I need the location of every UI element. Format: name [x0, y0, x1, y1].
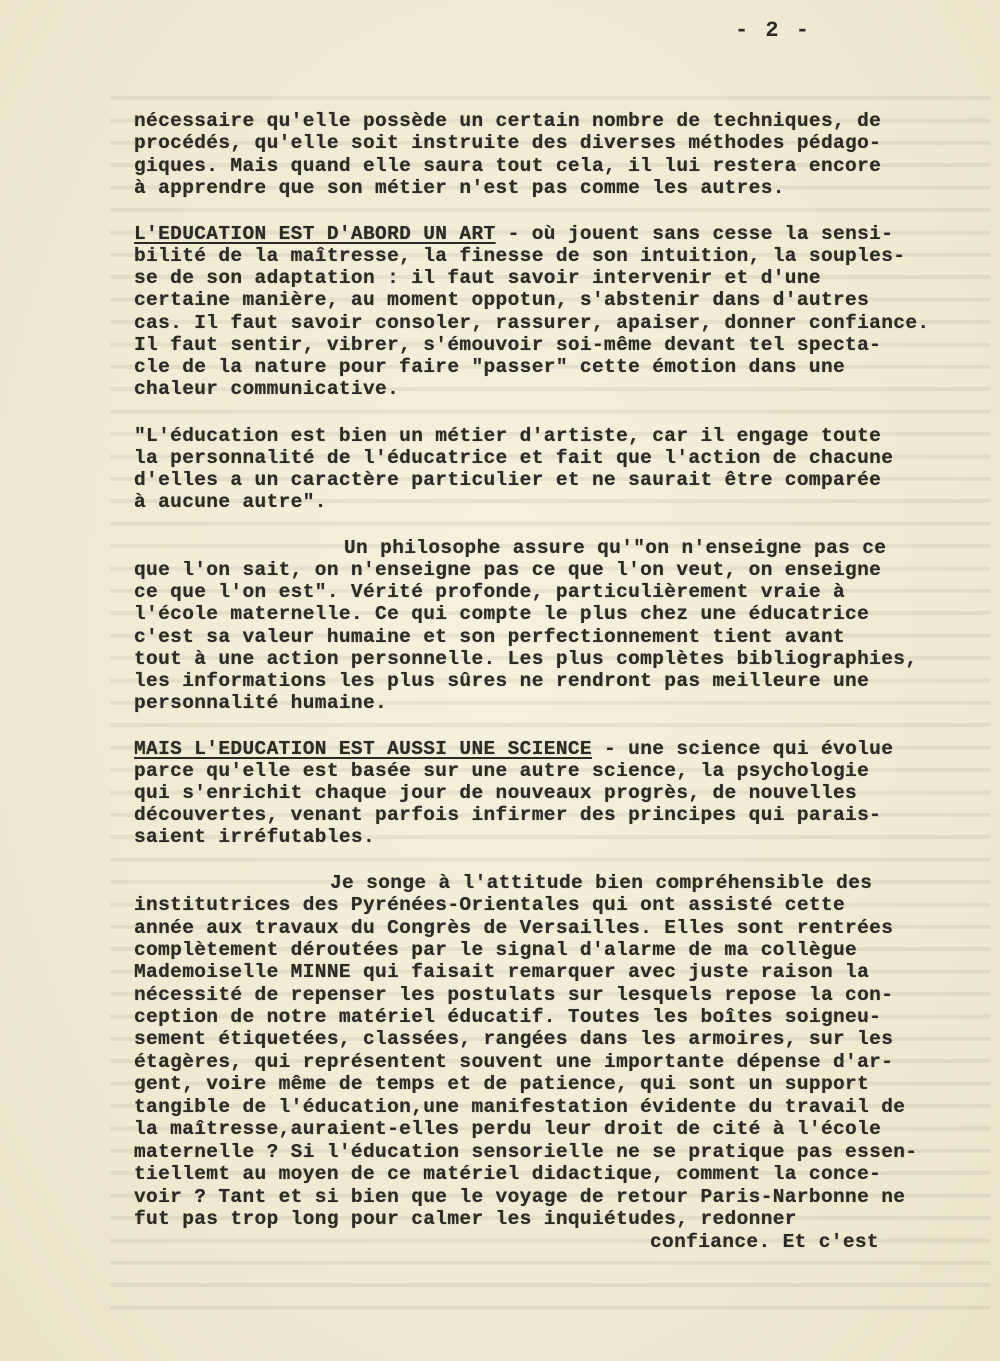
text-line: [134, 132, 881, 154]
text-line: [134, 581, 845, 603]
text-line: [134, 447, 893, 469]
text-line: [134, 804, 881, 826]
text-line: [134, 469, 881, 491]
text-line: [134, 110, 881, 132]
text-line: [134, 177, 785, 199]
text-segment: l'école maternelle. Ce qui compte le plus chez une éducatrice: [134, 603, 870, 625]
text-line: [134, 334, 881, 356]
text-segment: personnalité humaine.: [134, 692, 388, 714]
text-line: [134, 670, 869, 692]
text-line: [134, 1096, 905, 1118]
text-line: [134, 1208, 797, 1230]
text-segment: à aucune autre".: [134, 491, 327, 513]
text-line: [134, 1051, 893, 1073]
text-segment: cle de la nature pour faire "passer" cette émotion dans une: [134, 356, 846, 378]
text-line: [134, 1186, 905, 1208]
text-segment: bilité de la maîtresse, la finesse de son intuition, la souples-: [134, 245, 906, 267]
text-segment: sement étiquetées, classées, rangées dans les armoires, sur les: [134, 1028, 894, 1050]
text-segment: tangible de l'éducation,une manifestation évidente du travail de: [134, 1096, 906, 1118]
text-segment: fut pas trop long pour calmer les inquiétudes, redonner: [134, 1208, 797, 1230]
text-segment: la maîtresse,auraient-elles perdu leur droit de cité à l'école: [134, 1118, 882, 1140]
text-segment: d'elles a un caractère particulier et ne saurait être comparée: [134, 469, 882, 491]
text-line: [344, 537, 886, 559]
text-segment: se de son adaptation : il faut savoir intervenir et d'une: [134, 267, 821, 289]
text-line: [134, 692, 387, 714]
text-line: [134, 1118, 881, 1140]
text-line: [134, 984, 893, 1006]
text-segment: ception de notre matériel éducatif. Toutes les boîtes soigneu-: [134, 1006, 882, 1028]
section-heading: MAIS L'EDUCATION EST AUSSI UNE SCIENCE: [134, 738, 592, 760]
text-segment: voir ? Tant et si bien que le voyage de retour Paris-Narbonne ne: [134, 1186, 906, 1208]
text-segment: qui s'enrichit chaque jour de nouveaux progrès, de nouvelles: [134, 782, 858, 804]
text-line: [134, 760, 869, 782]
text-segment: - où jouent sans cesse la sensi-: [495, 223, 894, 245]
text-segment: complètement déroutées par le signal d'alarme de ma collègue: [134, 939, 858, 961]
text-segment: Je songe à l'attitude bien compréhensible des: [330, 872, 873, 894]
text-line: [134, 245, 905, 267]
text-segment: la personnalité de l'éducatrice et fait que l'action de chacune: [134, 447, 894, 469]
text-line: [134, 1073, 869, 1095]
text-line: [134, 559, 881, 581]
text-segment: Mademoiselle MINNE qui faisait remarquer avec juste raison la: [134, 961, 870, 983]
text-line: [134, 826, 375, 848]
text-line: [134, 289, 869, 311]
page-number: - 2 -: [735, 18, 812, 43]
text-segment: chaleur communicative.: [134, 378, 400, 400]
text-segment: certaine manière, au moment oppotun, s'abstenir dans d'autres: [134, 289, 870, 311]
text-segment: institutrices des Pyrénées-Orientales qui ont assisté cette: [134, 894, 846, 916]
text-line: [134, 782, 857, 804]
text-line: [134, 312, 929, 334]
text-line: [134, 491, 327, 513]
text-line: [134, 939, 857, 961]
text-line: [134, 1163, 881, 1185]
text-line: [134, 894, 845, 916]
text-line: [134, 223, 893, 245]
text-segment: maternelle ? Si l'éducation sensorielle ne se pratique pas essen-: [134, 1141, 918, 1163]
text-segment: tout à une action personnelle. Les plus complètes bibliographies,: [134, 648, 918, 670]
text-segment: giques. Mais quand elle saura tout cela, il lui restera encore: [134, 155, 882, 177]
text-segment: Un philosophe assure qu'"on n'enseigne pas ce: [344, 537, 887, 559]
text-line: [650, 1231, 879, 1253]
text-segment: découvertes, venant parfois infirmer des principes qui parais-: [134, 804, 882, 826]
section-heading: L'EDUCATION EST D'ABORD UN ART: [134, 223, 496, 245]
text-segment: étagères, qui représentent souvent une importante dépense d'ar-: [134, 1051, 894, 1073]
text-segment: les informations les plus sûres ne rendront pas meilleure une: [134, 670, 870, 692]
text-segment: à apprendre que son métier n'est pas comme les autres.: [134, 177, 785, 199]
text-line: [134, 378, 399, 400]
text-segment: année aux travaux du Congrès de Versailles. Elles sont rentrées: [134, 917, 894, 939]
text-line: [134, 648, 917, 670]
text-segment: cas. Il faut savoir consoler, rassurer, apaiser, donner confiance.: [134, 312, 930, 334]
text-segment: tiellemt au moyen de ce matériel didactique, comment la conce-: [134, 1163, 882, 1185]
text-line: [134, 1141, 917, 1163]
text-segment: nécessité de repenser les postulats sur lesquels repose la con-: [134, 984, 894, 1006]
text-line: [134, 961, 869, 983]
text-segment: c'est sa valeur humaine et son perfectionnement tient avant: [134, 626, 846, 648]
text-line: [134, 917, 893, 939]
text-line: [134, 626, 845, 648]
text-segment: Il faut sentir, vibrer, s'émouvoir soi-même devant tel specta-: [134, 334, 882, 356]
text-line: [330, 872, 872, 894]
text-line: [134, 738, 893, 760]
text-line: [134, 1006, 881, 1028]
text-segment: saient irréfutables.: [134, 826, 376, 848]
text-segment: "L'éducation est bien un métier d'artiste, car il engage toute: [134, 425, 882, 447]
text-line: [134, 425, 881, 447]
text-line: [134, 267, 821, 289]
text-line: [134, 1028, 893, 1050]
text-segment: confiance. Et c'est: [650, 1231, 879, 1253]
text-line: [134, 155, 881, 177]
text-line: [134, 356, 845, 378]
text-segment: procédés, qu'elle soit instruite des diverses méthodes pédago-: [134, 132, 882, 154]
text-segment: - une science qui évolue: [591, 738, 894, 760]
text-segment: ce que l'on est". Vérité profonde, particulièrement vraie à: [134, 581, 846, 603]
text-line: [134, 603, 869, 625]
text-segment: gent, voire même de temps et de patience, qui sont un support: [134, 1073, 870, 1095]
text-segment: que l'on sait, on n'enseigne pas ce que l'on veut, on enseigne: [134, 559, 882, 581]
text-segment: nécessaire qu'elle possède un certain nombre de techniques, de: [134, 110, 882, 132]
text-segment: parce qu'elle est basée sur une autre science, la psychologie: [134, 760, 870, 782]
